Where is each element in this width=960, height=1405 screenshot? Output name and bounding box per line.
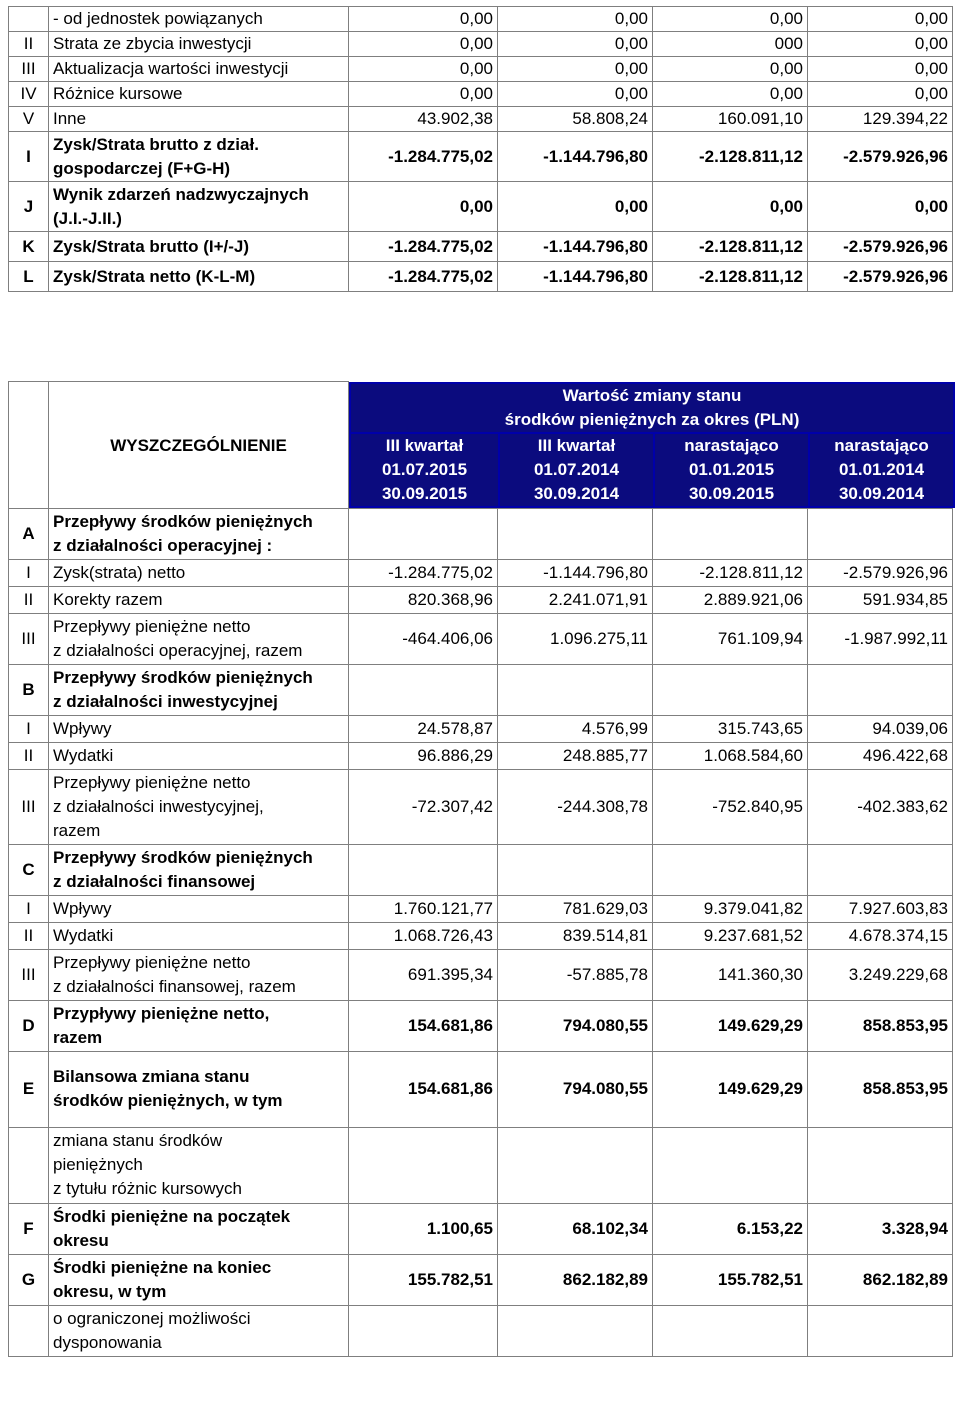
row-label bbox=[49, 1305, 349, 1356]
row-label-line: Wydatki bbox=[53, 925, 114, 945]
row-label: Strata ze zbycia inwestycji bbox=[49, 32, 349, 57]
row-label bbox=[49, 769, 349, 844]
row-label bbox=[49, 715, 349, 742]
row-code: E bbox=[9, 1051, 49, 1127]
row-value: -1.144.796,80 bbox=[498, 262, 653, 292]
row-label-line: Zysk(strata) netto bbox=[53, 562, 186, 582]
row-value: 0,00 bbox=[808, 182, 953, 232]
row-value: 1.760.121,77 bbox=[349, 895, 498, 922]
row-value: 155.782,51 bbox=[349, 1254, 498, 1305]
row-label bbox=[49, 844, 349, 895]
row-value: -464.406,06 bbox=[349, 613, 498, 664]
cash-flow-row bbox=[9, 664, 953, 715]
row-value: 0,00 bbox=[498, 82, 653, 107]
row-label-line: Środki pieniężne na koniec bbox=[53, 1257, 272, 1277]
cash-flow-row bbox=[9, 949, 953, 1000]
row-label-line: z działalności inwestycyjnej bbox=[53, 691, 278, 711]
cash-flow-row bbox=[9, 1127, 953, 1203]
row-label: Zysk/Strata netto (K-L-M) bbox=[49, 262, 349, 292]
period-column-header bbox=[654, 433, 809, 507]
row-code: II bbox=[9, 586, 49, 613]
row-code: I bbox=[9, 715, 49, 742]
row-value bbox=[653, 1305, 808, 1356]
row-value: 154.681,86 bbox=[349, 1051, 498, 1127]
row-value: 0,00 bbox=[653, 57, 808, 82]
row-label bbox=[49, 586, 349, 613]
row-code: IV bbox=[9, 82, 49, 107]
cash-flow-body bbox=[9, 382, 953, 1357]
row-value: 2.241.071,91 bbox=[498, 586, 653, 613]
period-column-line: narastająco bbox=[834, 435, 929, 455]
row-value bbox=[653, 508, 808, 559]
row-value: 149.629,29 bbox=[653, 1051, 808, 1127]
row-value bbox=[349, 1127, 498, 1203]
row-value: 1.068.726,43 bbox=[349, 922, 498, 949]
row-label-line: z działalności finansowej bbox=[53, 871, 256, 891]
row-value: 129.394,22 bbox=[808, 107, 953, 132]
row-code: G bbox=[9, 1254, 49, 1305]
row-value: 0,00 bbox=[498, 57, 653, 82]
row-value: -1.284.775,02 bbox=[349, 132, 498, 182]
row-value: 3.249.229,68 bbox=[808, 949, 953, 1000]
row-value: -1.987.992,11 bbox=[808, 613, 953, 664]
row-value bbox=[498, 664, 653, 715]
row-value: 96.886,29 bbox=[349, 742, 498, 769]
row-value: 6.153,22 bbox=[653, 1203, 808, 1254]
row-value: 794.080,55 bbox=[498, 1000, 653, 1051]
row-label-line: z tytułu różnic kursowych bbox=[53, 1179, 242, 1198]
row-value: -2.579.926,96 bbox=[808, 559, 953, 586]
period-column-header bbox=[499, 433, 654, 507]
row-value bbox=[349, 508, 498, 559]
period-column-header bbox=[809, 433, 954, 507]
period-column-line: 01.07.2014 bbox=[533, 459, 620, 479]
row-label-line: razem bbox=[53, 820, 101, 840]
row-label: Aktualizacja wartości inwestycji bbox=[49, 57, 349, 82]
row-value: 691.395,34 bbox=[349, 949, 498, 1000]
row-label-line: z działalności operacyjnej, razem bbox=[53, 640, 303, 660]
cash-flow-row bbox=[9, 1254, 953, 1305]
cash-flow-row bbox=[9, 715, 953, 742]
row-value: -1.144.796,80 bbox=[498, 559, 653, 586]
row-label-line: Przepływy środków pieniężnych bbox=[53, 511, 313, 531]
row-label-line: Przepływy środków pieniężnych bbox=[53, 847, 313, 867]
row-code: III bbox=[9, 613, 49, 664]
row-value: 0,00 bbox=[808, 32, 953, 57]
row-value: 4.576,99 bbox=[498, 715, 653, 742]
row-value bbox=[808, 1305, 953, 1356]
row-label bbox=[49, 664, 349, 715]
row-label-line: Przepływy pieniężne netto bbox=[53, 616, 251, 636]
row-value: 858.853,95 bbox=[808, 1051, 953, 1127]
row-value: 0,00 bbox=[808, 57, 953, 82]
cash-flow-row bbox=[9, 769, 953, 844]
row-code: II bbox=[9, 922, 49, 949]
period-column-line: 30.09.2015 bbox=[688, 483, 775, 503]
income-row bbox=[9, 32, 953, 57]
row-value: 248.885,77 bbox=[498, 742, 653, 769]
row-value: 0,00 bbox=[498, 32, 653, 57]
row-value: 000 bbox=[653, 32, 808, 57]
row-value: 820.368,96 bbox=[349, 586, 498, 613]
period-column-header bbox=[350, 433, 499, 507]
row-label-line: pieniężnych bbox=[53, 1155, 143, 1174]
period-title-line2: środków pieniężnych za okres (PLN) bbox=[504, 409, 800, 429]
row-label bbox=[49, 1000, 349, 1051]
row-code: B bbox=[9, 664, 49, 715]
row-value: 9.379.041,82 bbox=[653, 895, 808, 922]
wyszczegolnienie-label: WYSZCZEGÓLNIENIE bbox=[110, 435, 287, 455]
row-value: 7.927.603,83 bbox=[808, 895, 953, 922]
cash-flow-row bbox=[9, 1000, 953, 1051]
row-label: - od jednostek powiązanych bbox=[49, 7, 349, 32]
row-value: 858.853,95 bbox=[808, 1000, 953, 1051]
row-label-line: Przepływy pieniężne netto bbox=[53, 952, 251, 972]
row-value: 94.039,06 bbox=[808, 715, 953, 742]
row-value: -2.579.926,96 bbox=[808, 132, 953, 182]
cash-flow-row bbox=[9, 1051, 953, 1127]
row-value: 68.102,34 bbox=[498, 1203, 653, 1254]
row-label bbox=[49, 613, 349, 664]
row-code: A bbox=[9, 508, 49, 559]
row-value: 141.360,30 bbox=[653, 949, 808, 1000]
cash-flow-header-row bbox=[9, 382, 953, 509]
row-value bbox=[498, 844, 653, 895]
row-label-line: okresu bbox=[53, 1230, 109, 1250]
row-value bbox=[653, 844, 808, 895]
row-code: III bbox=[9, 769, 49, 844]
row-value: -2.128.811,12 bbox=[653, 262, 808, 292]
row-value: -244.308,78 bbox=[498, 769, 653, 844]
row-code: II bbox=[9, 742, 49, 769]
row-label bbox=[49, 1051, 349, 1127]
row-value bbox=[808, 844, 953, 895]
row-value: -2.579.926,96 bbox=[808, 262, 953, 292]
row-value bbox=[653, 1127, 808, 1203]
wyszczegolnienie-header bbox=[49, 382, 349, 509]
row-code: D bbox=[9, 1000, 49, 1051]
period-column-line: 01.07.2015 bbox=[381, 459, 468, 479]
cash-flow-row bbox=[9, 895, 953, 922]
row-value bbox=[349, 1305, 498, 1356]
period-header-grid bbox=[349, 382, 955, 508]
row-value bbox=[808, 664, 953, 715]
row-label-line: dysponowania bbox=[53, 1332, 162, 1352]
row-label-line: z działalności inwestycyjnej, bbox=[53, 796, 264, 816]
row-value: 0,00 bbox=[349, 82, 498, 107]
income-row bbox=[9, 107, 953, 132]
row-label: Zysk/Strata brutto (I+/-J) bbox=[49, 232, 349, 262]
row-code: F bbox=[9, 1203, 49, 1254]
row-code bbox=[9, 1305, 49, 1356]
row-label-line: Przypływy pieniężne netto, bbox=[53, 1003, 270, 1023]
row-label-line: z działalności finansowej, razem bbox=[53, 976, 296, 996]
row-label-line: z działalności operacyjnej : bbox=[53, 535, 273, 555]
row-value: 3.328,94 bbox=[808, 1203, 953, 1254]
row-value: -2.128.811,12 bbox=[653, 132, 808, 182]
row-value: 0,00 bbox=[349, 7, 498, 32]
header-code-cell bbox=[9, 382, 49, 509]
row-value: 1.096.275,11 bbox=[498, 613, 653, 664]
period-header-block bbox=[349, 382, 953, 509]
period-column-line: narastająco bbox=[684, 435, 779, 455]
row-value: -1.284.775,02 bbox=[349, 559, 498, 586]
row-code: J bbox=[9, 182, 49, 232]
row-label: Wynik zdarzeń nadzwyczajnych (J.I.-J.II.) bbox=[49, 182, 349, 232]
row-value: 1.100,65 bbox=[349, 1203, 498, 1254]
cash-flow-row bbox=[9, 742, 953, 769]
income-row bbox=[9, 262, 953, 292]
income-row bbox=[9, 82, 953, 107]
row-value: -72.307,42 bbox=[349, 769, 498, 844]
row-value: 24.578,87 bbox=[349, 715, 498, 742]
row-label: Inne bbox=[49, 107, 349, 132]
row-label bbox=[49, 1127, 349, 1203]
row-label: Różnice kursowe bbox=[49, 82, 349, 107]
row-label bbox=[49, 922, 349, 949]
row-value: -1.284.775,02 bbox=[349, 262, 498, 292]
row-value: 149.629,29 bbox=[653, 1000, 808, 1051]
income-row bbox=[9, 7, 953, 32]
row-value bbox=[498, 508, 653, 559]
row-value: 0,00 bbox=[498, 182, 653, 232]
row-value: 781.629,03 bbox=[498, 895, 653, 922]
row-code: III bbox=[9, 57, 49, 82]
period-column-headers bbox=[350, 433, 954, 507]
row-label bbox=[49, 895, 349, 922]
row-value: 160.091,10 bbox=[653, 107, 808, 132]
row-label bbox=[49, 1203, 349, 1254]
row-label bbox=[49, 1254, 349, 1305]
row-value: 839.514,81 bbox=[498, 922, 653, 949]
row-value: 0,00 bbox=[349, 32, 498, 57]
row-label-line: Wpływy bbox=[53, 718, 112, 738]
row-value bbox=[808, 1127, 953, 1203]
row-value: -2.128.811,12 bbox=[653, 559, 808, 586]
cash-flow-row bbox=[9, 1203, 953, 1254]
income-row bbox=[9, 132, 953, 182]
row-value: 761.109,94 bbox=[653, 613, 808, 664]
row-value: 9.237.681,52 bbox=[653, 922, 808, 949]
row-value: -1.284.775,02 bbox=[349, 232, 498, 262]
row-value: 2.889.921,06 bbox=[653, 586, 808, 613]
row-value: 0,00 bbox=[808, 7, 953, 32]
row-value: 4.678.374,15 bbox=[808, 922, 953, 949]
row-label-line: okresu, w tym bbox=[53, 1281, 167, 1301]
cash-flow-table bbox=[8, 381, 953, 1357]
row-value bbox=[349, 664, 498, 715]
row-value: 0,00 bbox=[349, 182, 498, 232]
period-column-line: 30.09.2014 bbox=[838, 483, 925, 503]
row-label-line: Bilansowa zmiana stanu bbox=[53, 1067, 250, 1086]
row-label bbox=[49, 559, 349, 586]
cash-flow-row bbox=[9, 586, 953, 613]
row-label-line: razem bbox=[53, 1027, 103, 1047]
cash-flow-row bbox=[9, 508, 953, 559]
row-value: 0,00 bbox=[498, 7, 653, 32]
cash-flow-row bbox=[9, 1305, 953, 1356]
row-value: 1.068.584,60 bbox=[653, 742, 808, 769]
period-column-line: 01.01.2014 bbox=[838, 459, 925, 479]
row-code: I bbox=[9, 132, 49, 182]
income-row bbox=[9, 232, 953, 262]
row-value bbox=[349, 844, 498, 895]
row-value: -752.840,95 bbox=[653, 769, 808, 844]
row-code: III bbox=[9, 949, 49, 1000]
row-label-line: Wydatki bbox=[53, 745, 114, 765]
period-column-line: 30.09.2014 bbox=[533, 483, 620, 503]
row-code: L bbox=[9, 262, 49, 292]
cash-flow-row bbox=[9, 613, 953, 664]
row-value: 58.808,24 bbox=[498, 107, 653, 132]
row-value: 0,00 bbox=[349, 57, 498, 82]
cash-flow-row bbox=[9, 559, 953, 586]
row-value: 0,00 bbox=[808, 82, 953, 107]
period-title bbox=[350, 383, 954, 433]
row-value: 0,00 bbox=[653, 182, 808, 232]
row-value: 496.422,68 bbox=[808, 742, 953, 769]
row-value: -2.579.926,96 bbox=[808, 232, 953, 262]
income-statement-body bbox=[9, 7, 953, 292]
row-code: I bbox=[9, 559, 49, 586]
row-code bbox=[9, 1127, 49, 1203]
row-value: -1.144.796,80 bbox=[498, 132, 653, 182]
row-label-line: Przepływy środków pieniężnych bbox=[53, 667, 313, 687]
row-value: 0,00 bbox=[653, 82, 808, 107]
row-value: 0,00 bbox=[653, 7, 808, 32]
row-label-line: Przepływy pieniężne netto bbox=[53, 772, 251, 792]
row-value: 862.182,89 bbox=[808, 1254, 953, 1305]
row-value: 862.182,89 bbox=[498, 1254, 653, 1305]
cash-flow-row bbox=[9, 844, 953, 895]
period-column-line: 30.09.2015 bbox=[381, 483, 468, 503]
row-label-line: Środki pieniężne na początek bbox=[53, 1206, 291, 1226]
row-code: K bbox=[9, 232, 49, 262]
income-row bbox=[9, 57, 953, 82]
income-statement-table bbox=[8, 6, 953, 292]
period-column-line: III kwartał bbox=[385, 435, 464, 455]
row-value bbox=[498, 1127, 653, 1203]
period-column-line: III kwartał bbox=[537, 435, 616, 455]
income-row bbox=[9, 182, 953, 232]
row-value: -1.144.796,80 bbox=[498, 232, 653, 262]
row-value bbox=[498, 1305, 653, 1356]
row-label-line: zmiana stanu środków bbox=[53, 1131, 223, 1150]
period-column-line: 01.01.2015 bbox=[688, 459, 775, 479]
row-label-line: o ograniczonej możliwości bbox=[53, 1308, 251, 1328]
row-value: 43.902,38 bbox=[349, 107, 498, 132]
row-label-line: Korekty razem bbox=[53, 589, 163, 609]
row-value: 155.782,51 bbox=[653, 1254, 808, 1305]
row-value: -402.383,62 bbox=[808, 769, 953, 844]
row-code: II bbox=[9, 32, 49, 57]
row-label-line: Wpływy bbox=[53, 898, 112, 918]
row-code: V bbox=[9, 107, 49, 132]
row-value: 154.681,86 bbox=[349, 1000, 498, 1051]
row-label-line: środków pieniężnych, w tym bbox=[53, 1091, 283, 1110]
row-label bbox=[49, 508, 349, 559]
row-value: 591.934,85 bbox=[808, 586, 953, 613]
row-label bbox=[49, 949, 349, 1000]
row-value bbox=[653, 664, 808, 715]
row-value: 794.080,55 bbox=[498, 1051, 653, 1127]
row-value bbox=[808, 508, 953, 559]
period-title-line1: Wartość zmiany stanu bbox=[562, 385, 742, 405]
row-value: -2.128.811,12 bbox=[653, 232, 808, 262]
row-code bbox=[9, 7, 49, 32]
row-label bbox=[49, 742, 349, 769]
row-code: I bbox=[9, 895, 49, 922]
row-label: Zysk/Strata brutto z dział. gospodarczej (F+G-H) bbox=[49, 132, 349, 182]
row-code: C bbox=[9, 844, 49, 895]
cash-flow-row bbox=[9, 922, 953, 949]
row-value: -57.885,78 bbox=[498, 949, 653, 1000]
row-value: 315.743,65 bbox=[653, 715, 808, 742]
